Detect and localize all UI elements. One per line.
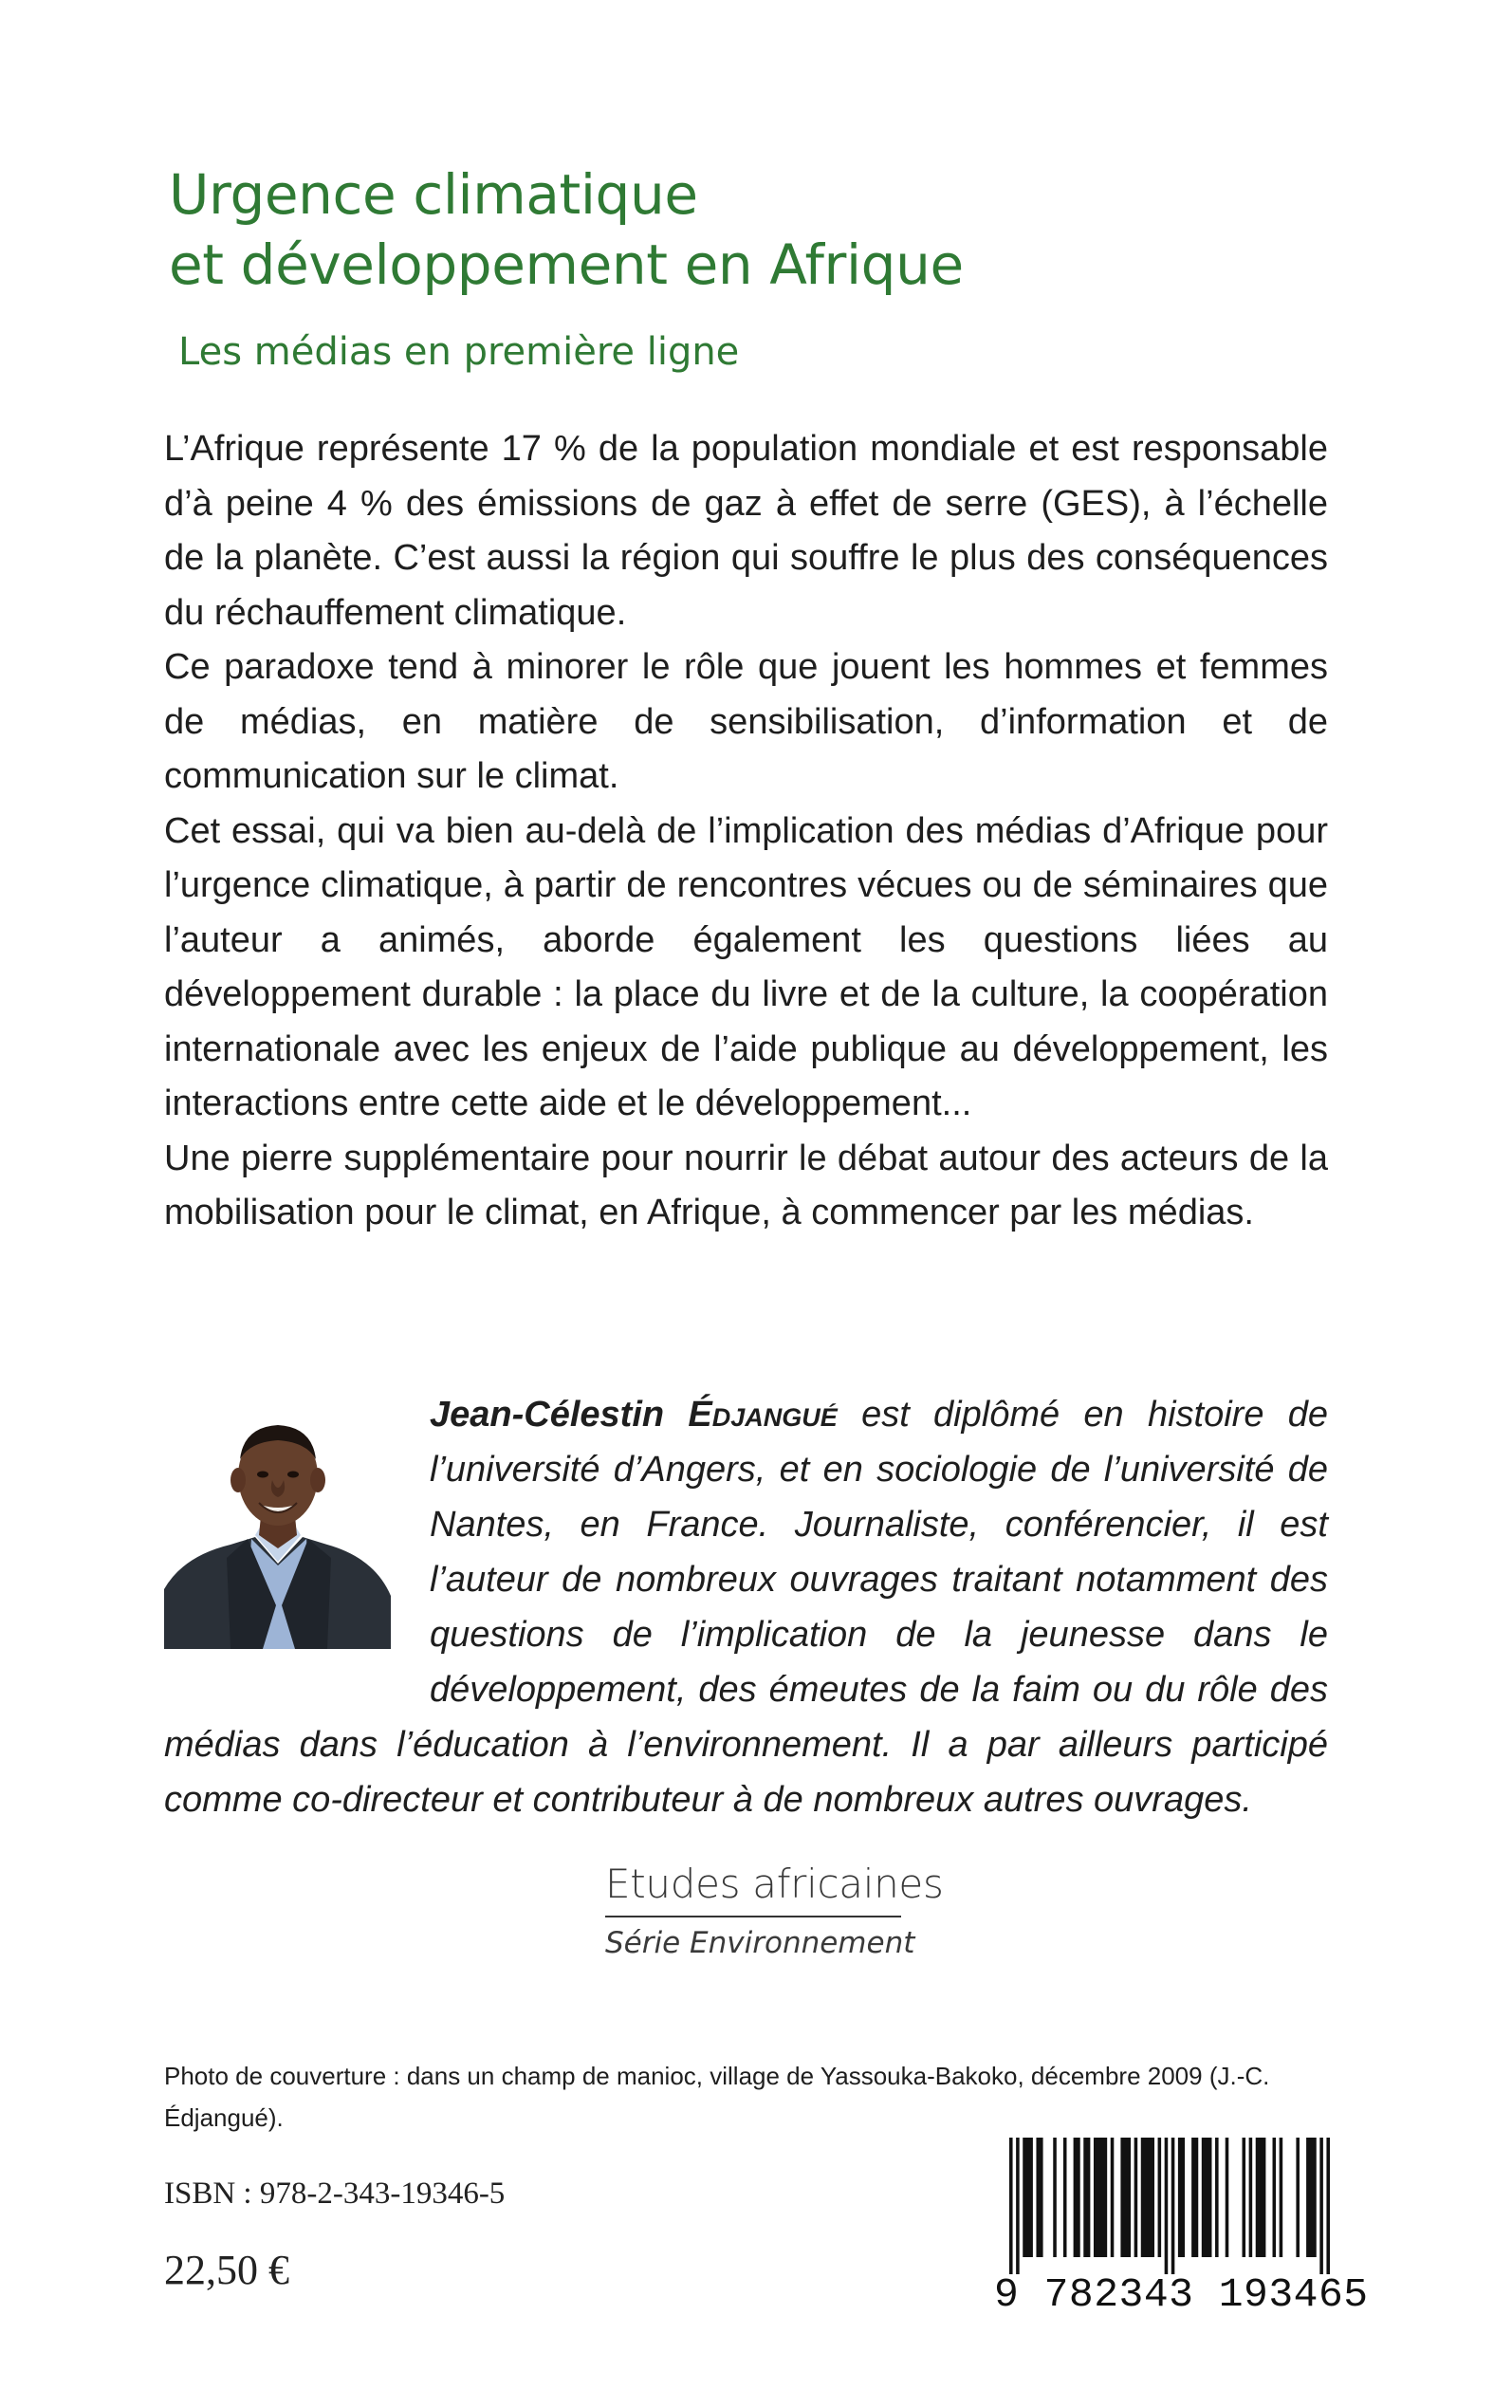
barcode-bars-graphic	[1009, 2138, 1330, 2274]
author-bio-text: est diplômé en histoire de l’université d’Angers, et en sociologie de l’université de Nantes, en France. Journaliste, conférencier, il est l’auteur de nombreux ouvrages traitant notamment des questions de l’implication de la jeunesse dans le développement, des émeutes de la faim ou du rôle des médias dans l’éducation à l’environnement. Il a par ailleurs participé comme co-directeur et contributeur à de nombreux autres ouvrages.	[164, 1395, 1329, 1820]
barcode-bar	[1215, 2138, 1219, 2257]
barcode-bar	[1134, 2138, 1138, 2257]
barcode-digits: 9 782343 193465	[994, 2271, 1369, 2318]
series-subseries: Série Environnement	[605, 1926, 915, 1960]
series-name: Etudes africaines	[605, 1861, 944, 1907]
barcode-bar	[1158, 2138, 1162, 2257]
barcode-bar	[1141, 2138, 1154, 2257]
barcode-bar	[1178, 2138, 1185, 2257]
blurb-paragraph: Une pierre supplémentaire pour nourrir le débat autour des acteurs de la mobilisation pour le climat, en Afrique, à commencer par les médias.	[164, 1138, 1328, 1232]
barcode-bar	[1202, 2138, 1212, 2257]
barcode-bar	[1023, 2138, 1033, 2257]
barcode-bar	[1226, 2138, 1229, 2257]
barcode-bar	[1273, 2138, 1277, 2257]
barcode-bar	[1036, 2138, 1042, 2257]
barcode-bar	[1111, 2138, 1115, 2257]
back-cover-blurb	[164, 422, 1328, 1241]
barcode-bar	[1319, 2138, 1323, 2274]
barcode-bar	[1083, 2138, 1090, 2257]
blurb-paragraph: Ce paradoxe tend à minorer le rôle que jouent les hommes et femmes de médias, en matière de sensibilisation, d’information et de communication sur le climat.	[164, 647, 1328, 796]
barcode-bar	[1249, 2138, 1253, 2257]
blurb-paragraph: L’Afrique représente 17 % de la population mondiale et est responsable d’à peine 4 % des émissions de gaz à effet de serre (GES), à l’échelle de la planète. C’est aussi la région qui souffre le plus des conséquences du réchauffement climatique.	[164, 429, 1328, 633]
book-title-line-2: et développement en Afrique	[169, 232, 964, 297]
barcode-bar	[1171, 2138, 1175, 2274]
isbn: ISBN : 978-2-343-19346-5	[164, 2176, 506, 2211]
book-title	[169, 159, 1336, 300]
barcode-bar	[1256, 2138, 1266, 2257]
price: 22,50 €	[164, 2247, 289, 2293]
barcode-bar	[1074, 2138, 1080, 2257]
author-photo	[164, 1395, 391, 1649]
barcode	[994, 2138, 1369, 2318]
barcode-bar	[1165, 2138, 1169, 2274]
barcode-bar	[1191, 2138, 1198, 2257]
photo-credit: Photo de couverture : dans un champ de manioc, village de Yassouka-Bakoko, décembre 2009 (J.-C. Édjangué).	[164, 2062, 1270, 2132]
barcode-bar	[1053, 2138, 1057, 2257]
barcode-bar	[1326, 2138, 1330, 2274]
barcode-bar	[1280, 2138, 1283, 2257]
barcode-bar	[1242, 2138, 1245, 2257]
barcode-bar	[1296, 2138, 1300, 2257]
barcode-bar	[1063, 2138, 1067, 2257]
book-subtitle: Les médias en première ligne	[178, 330, 740, 374]
barcode-bar	[1009, 2138, 1013, 2274]
book-title-line-1: Urgence climatique	[169, 162, 698, 227]
barcode-bar	[1120, 2138, 1131, 2257]
author-first-name: Jean-Célestin	[430, 1395, 665, 1435]
blurb-paragraph: Cet essai, qui va bien au-delà de l’implication des médias d’Afrique pour l’urgence climatique, à partir de rencontres vécues ou de séminaires que l’auteur a animés, aborde également les questions liées au développement durable : la place du livre et de la culture, la coopération internationale avec les enjeux de l’aide publique au développement, les interactions entre cette aide et le développement...	[164, 810, 1328, 1123]
barcode-bar	[1094, 2138, 1107, 2257]
barcode-bar	[1016, 2138, 1020, 2274]
series-divider	[605, 1916, 901, 1917]
author-last-name: Édjangué	[688, 1395, 838, 1435]
barcode-bar	[1306, 2138, 1317, 2257]
